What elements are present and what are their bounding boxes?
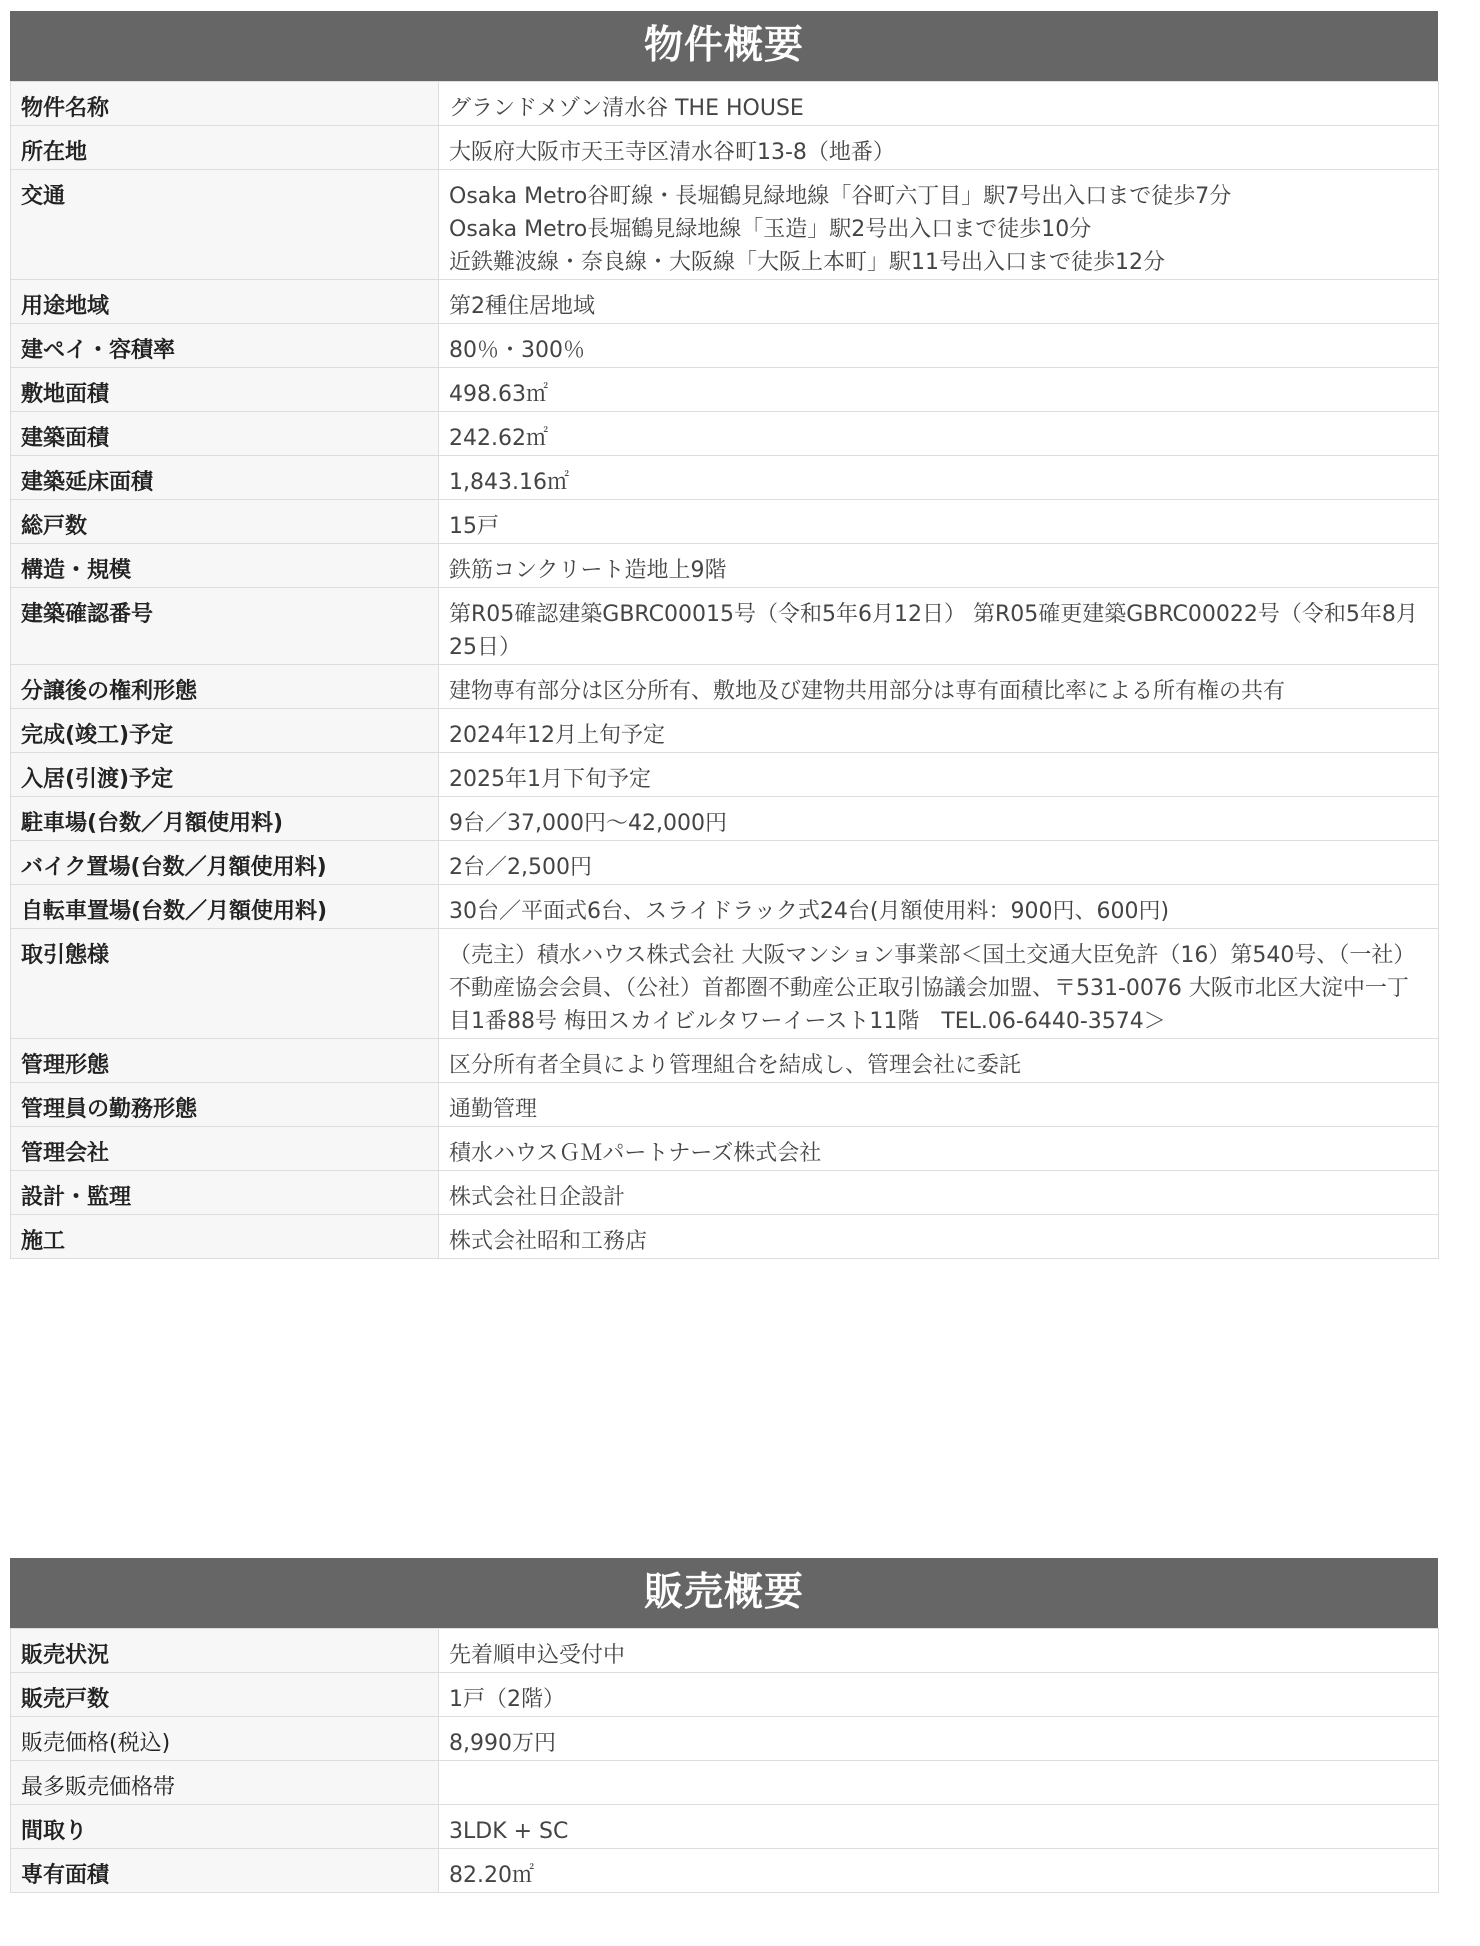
row-label: 間取り — [11, 1805, 439, 1849]
row-value — [439, 1215, 1439, 1259]
row-value — [439, 1039, 1439, 1083]
row-label: 用途地域 — [11, 280, 439, 324]
row-label: 所在地 — [11, 126, 439, 170]
table-row — [11, 929, 1439, 1039]
row-value — [439, 709, 1439, 753]
row-value — [439, 170, 1439, 280]
row-value-line: 242.62㎡ — [449, 426, 548, 451]
table-row — [11, 1215, 1439, 1259]
row-value — [439, 929, 1439, 1039]
row-value — [439, 753, 1439, 797]
row-label: 完成(竣工)予定 — [11, 709, 439, 753]
table-row — [11, 82, 1439, 126]
row-label: 販売戸数 — [11, 1673, 439, 1717]
table-row — [11, 841, 1439, 885]
table-row — [11, 368, 1439, 412]
row-value-line: 30台／平面式6台、スライドラック式24台(月額使用料：900円、600円) — [449, 899, 1170, 924]
table-row — [11, 1171, 1439, 1215]
table-row — [11, 1083, 1439, 1127]
property-overview-title: 物件概要 — [10, 11, 1438, 81]
row-value — [439, 368, 1439, 412]
table-row — [11, 126, 1439, 170]
row-label: 販売状況 — [11, 1629, 439, 1673]
row-value-line: 9台／37,000円～42,000円 — [449, 811, 727, 836]
row-value-line: 第R05確認建築GBRC00015号（令和5年6月12日） 第R05確更建築GBRC00022号（令和5年8月25日） — [449, 602, 1418, 660]
row-value — [439, 1717, 1439, 1761]
row-value — [439, 841, 1439, 885]
row-value-line: 2024年12月上旬予定 — [449, 723, 665, 748]
row-label: 最多販売価格帯 — [11, 1761, 439, 1805]
row-value — [439, 1761, 1439, 1805]
row-value-line: 80％・300％ — [449, 338, 585, 363]
row-label: 専有面積 — [11, 1849, 439, 1893]
row-value-line: 1戸（2階） — [449, 1687, 565, 1712]
row-label: 駐車場(台数／月額使用料) — [11, 797, 439, 841]
row-value-line: （売主）積水ハウス株式会社 大阪マンション事業部＜国土交通大臣免許（16）第540号、（一社）不動産協会会員、（公社）首都圏不動産公正取引協議会加盟、〒531-0076 大阪市北区大淀中一丁目1番88号 梅田スカイビルタワーイースト11階 TEL.06-6440-3574＞ — [449, 943, 1416, 1034]
row-value-line: 82.20㎡ — [449, 1863, 534, 1888]
row-value-line: 株式会社日企設計 — [449, 1185, 626, 1210]
sales-overview-title: 販売概要 — [10, 1558, 1438, 1628]
sales-overview-section — [10, 1558, 1438, 1893]
row-value — [439, 797, 1439, 841]
row-value-line: 2025年1月下旬予定 — [449, 767, 651, 792]
row-value — [439, 1805, 1439, 1849]
row-value-line: 鉄筋コンクリート造地上9階 — [449, 558, 727, 583]
row-label: 管理形態 — [11, 1039, 439, 1083]
table-row — [11, 665, 1439, 709]
row-value-line: Osaka Metro長堀鶴見緑地線「玉造」駅2号出入口まで徒歩10分 — [449, 217, 1092, 242]
row-value-line: 1,843.16㎡ — [449, 470, 569, 495]
row-value — [439, 324, 1439, 368]
row-value-line: 大阪府大阪市天王寺区清水谷町13-8（地番） — [449, 140, 895, 165]
table-row — [11, 1849, 1439, 1893]
row-value-line: 区分所有者全員により管理組合を結成し、管理会社に委託 — [449, 1053, 1022, 1078]
table-row — [11, 412, 1439, 456]
row-label: 建ペイ・容積率 — [11, 324, 439, 368]
row-value — [439, 1127, 1439, 1171]
row-value-line: 株式会社昭和工務店 — [449, 1229, 648, 1254]
table-row — [11, 324, 1439, 368]
row-value — [439, 126, 1439, 170]
row-value-line: 先着順申込受付中 — [449, 1643, 626, 1668]
row-value-line: 2台／2,500円 — [449, 855, 592, 880]
table-row — [11, 456, 1439, 500]
row-value — [439, 1171, 1439, 1215]
row-value-line: 近鉄難波線・奈良線・大阪線「大阪上本町」駅11号出入口まで徒歩12分 — [449, 250, 1165, 275]
row-label: 自転車置場(台数／月額使用料) — [11, 885, 439, 929]
table-row — [11, 709, 1439, 753]
table-row — [11, 1127, 1439, 1171]
row-value — [439, 280, 1439, 324]
row-label: 建築延床面積 — [11, 456, 439, 500]
table-row — [11, 797, 1439, 841]
row-label: 販売価格(税込) — [11, 1717, 439, 1761]
row-value-line: 積水ハウスＧＭパートナーズ株式会社 — [449, 1141, 822, 1166]
row-value-line: 第2種住居地域 — [449, 294, 595, 319]
table-row — [11, 1805, 1439, 1849]
row-value-line: 建物専有部分は区分所有、敷地及び建物共用部分は専有面積比率による所有権の共有 — [449, 679, 1286, 704]
row-value — [439, 1629, 1439, 1673]
row-value-line: 8,990万円 — [449, 1731, 556, 1756]
row-label: 施工 — [11, 1215, 439, 1259]
table-row — [11, 280, 1439, 324]
row-label: 取引態様 — [11, 929, 439, 1039]
property-overview-section — [10, 11, 1438, 1259]
row-value-line: グランドメゾン清水谷 THE HOUSE — [449, 96, 804, 121]
row-value-line: 通勤管理 — [449, 1097, 538, 1122]
sales-overview-table — [10, 1628, 1439, 1893]
table-row — [11, 544, 1439, 588]
row-value — [439, 885, 1439, 929]
table-row — [11, 170, 1439, 280]
row-label: 構造・規模 — [11, 544, 439, 588]
row-label: 管理員の勤務形態 — [11, 1083, 439, 1127]
row-value — [439, 665, 1439, 709]
row-label: 交通 — [11, 170, 439, 280]
row-label: 設計・監理 — [11, 1171, 439, 1215]
row-value — [439, 412, 1439, 456]
table-row — [11, 1717, 1439, 1761]
property-overview-table — [10, 81, 1439, 1259]
row-label: 入居(引渡)予定 — [11, 753, 439, 797]
row-label: バイク置場(台数／月額使用料) — [11, 841, 439, 885]
table-row — [11, 885, 1439, 929]
row-label: 敷地面積 — [11, 368, 439, 412]
table-row — [11, 753, 1439, 797]
row-value — [439, 1083, 1439, 1127]
row-value-line: 498.63㎡ — [449, 382, 548, 407]
table-row — [11, 1673, 1439, 1717]
table-row — [11, 588, 1439, 665]
row-label: 建築確認番号 — [11, 588, 439, 665]
row-value — [439, 500, 1439, 544]
row-value — [439, 456, 1439, 500]
row-label: 建築面積 — [11, 412, 439, 456]
row-label: 管理会社 — [11, 1127, 439, 1171]
row-value-line: 15戸 — [449, 514, 499, 539]
row-value-line: 3LDK + SC — [449, 1819, 569, 1844]
row-value — [439, 1673, 1439, 1717]
row-label: 物件名称 — [11, 82, 439, 126]
row-label: 総戸数 — [11, 500, 439, 544]
row-label: 分譲後の権利形態 — [11, 665, 439, 709]
row-value — [439, 82, 1439, 126]
row-value — [439, 544, 1439, 588]
row-value-line: Osaka Metro谷町線・長堀鶴見緑地線「谷町六丁目」駅7号出入口まで徒歩7分 — [449, 184, 1232, 209]
table-row — [11, 500, 1439, 544]
table-row — [11, 1039, 1439, 1083]
table-row — [11, 1761, 1439, 1805]
table-row — [11, 1629, 1439, 1673]
row-value — [439, 588, 1439, 665]
row-value — [439, 1849, 1439, 1893]
